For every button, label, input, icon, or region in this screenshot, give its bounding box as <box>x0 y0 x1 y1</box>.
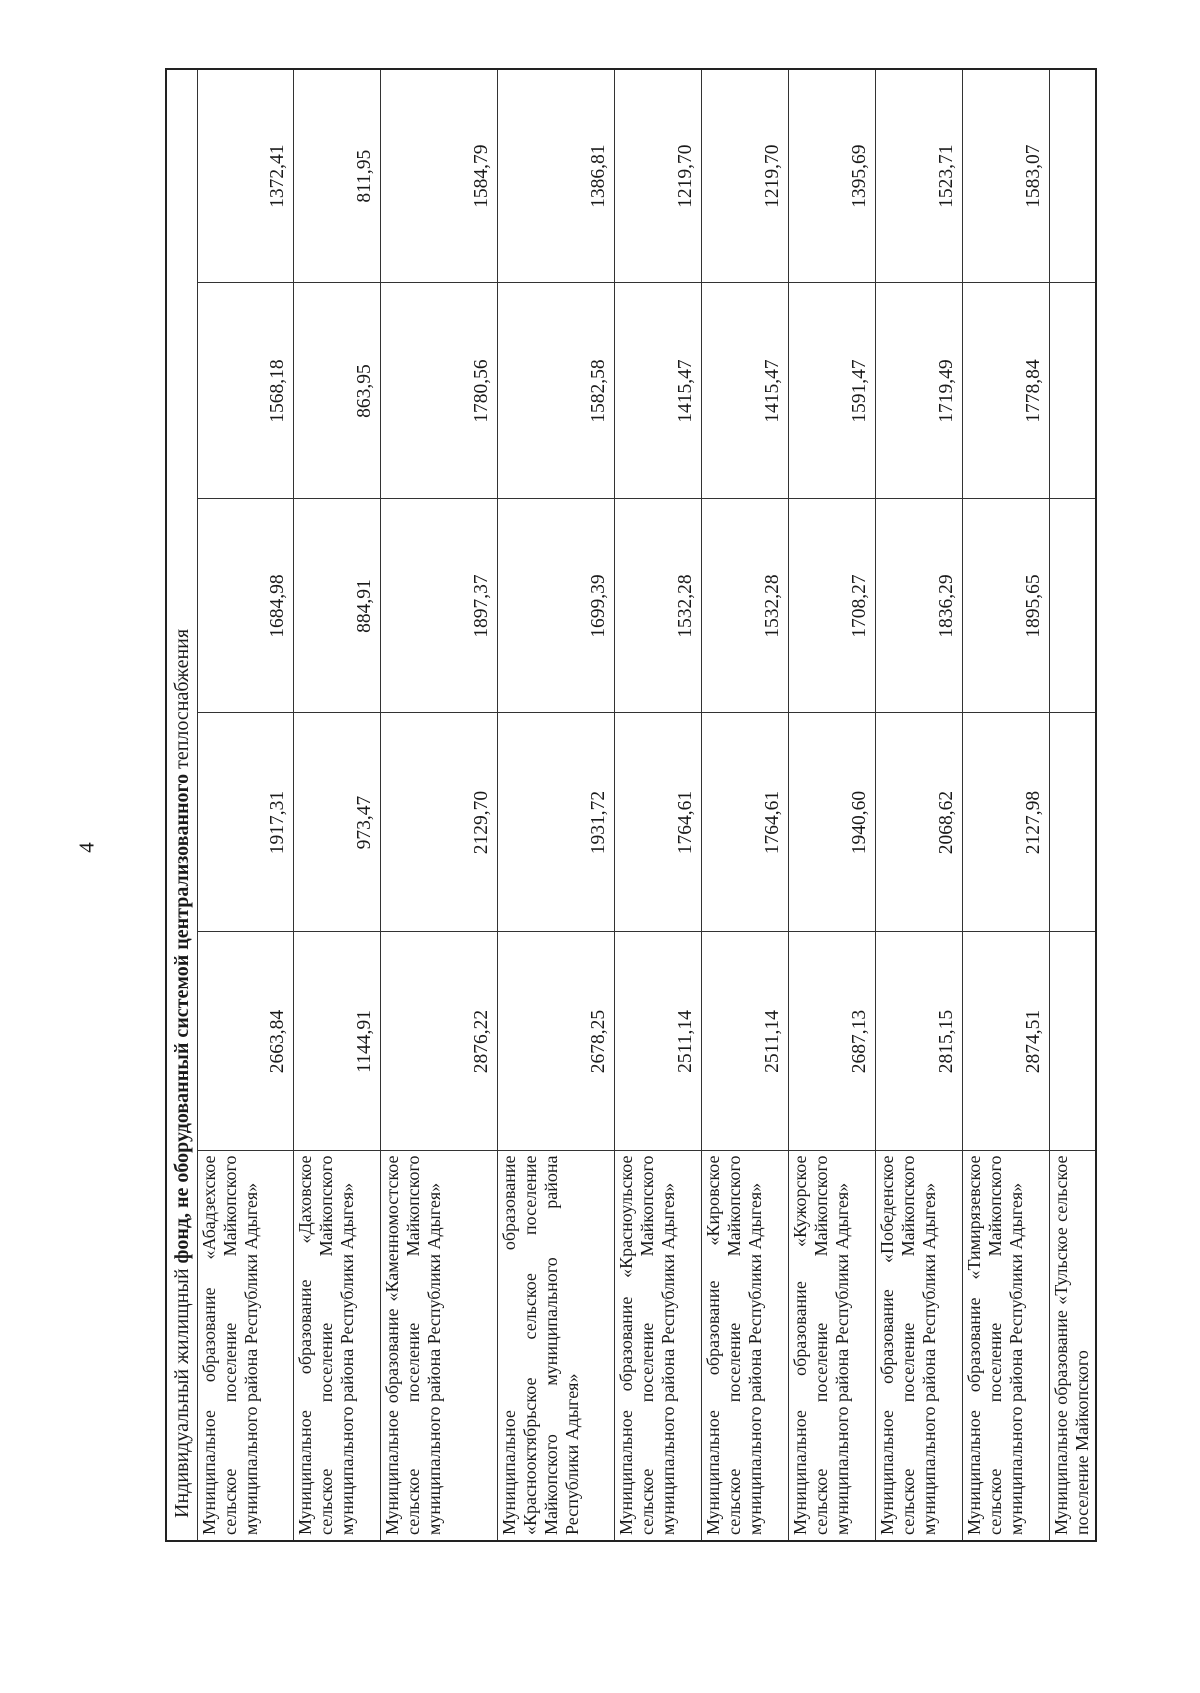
table-row <box>789 69 876 1541</box>
municipality-name-cell: Муниципальное образование «Тимирязевское сельское поселение Майкопского муниципального района Республики Адыгея» <box>963 1151 1050 1541</box>
table-row <box>198 69 294 1541</box>
value-cell: 811,95 <box>294 69 381 283</box>
table-row <box>294 69 381 1541</box>
value-cell: 1764,61 <box>615 713 702 932</box>
value-cell: 884,91 <box>294 499 381 713</box>
table-row <box>702 69 789 1541</box>
municipality-name-cell: Муниципальное образование «Тульское сельское поселение Майкопского <box>1050 1151 1097 1541</box>
value-cell: 2068,62 <box>876 713 963 932</box>
table-row <box>963 69 1050 1541</box>
value-cell: 1591,47 <box>789 283 876 499</box>
value-cell <box>1050 283 1097 499</box>
value-cell: 2663,84 <box>198 932 294 1151</box>
table-title: Индивидуальный жилищный фонд, не оборудованный системой централизованного теплоснабжения <box>166 69 198 1541</box>
value-cell: 1415,47 <box>615 283 702 499</box>
value-cell: 2876,22 <box>381 932 498 1151</box>
value-cell: 1415,47 <box>702 283 789 499</box>
value-cell: 1764,61 <box>702 713 789 932</box>
value-cell: 1719,49 <box>876 283 963 499</box>
value-cell: 863,95 <box>294 283 381 499</box>
value-cell: 1532,28 <box>702 499 789 713</box>
value-cell: 973,47 <box>294 713 381 932</box>
value-cell: 2815,15 <box>876 932 963 1151</box>
value-cell: 1940,60 <box>789 713 876 932</box>
table-row <box>1050 69 1097 1541</box>
table-row <box>615 69 702 1541</box>
value-cell: 2687,13 <box>789 932 876 1151</box>
value-cell: 1568,18 <box>198 283 294 499</box>
value-cell: 1699,39 <box>498 499 615 713</box>
value-cell: 1836,29 <box>876 499 963 713</box>
value-cell: 1897,37 <box>381 499 498 713</box>
value-cell: 2129,70 <box>381 713 498 932</box>
value-cell: 1583,07 <box>963 69 1050 283</box>
value-cell: 2678,25 <box>498 932 615 1151</box>
table-row <box>876 69 963 1541</box>
value-cell: 1708,27 <box>789 499 876 713</box>
value-cell: 1582,58 <box>498 283 615 499</box>
municipality-name-cell: Муниципальное образование «Краснооктябрьское сельское поселение Майкопского муниципального района Республики Адыгея» <box>498 1151 615 1541</box>
value-cell: 1532,28 <box>615 499 702 713</box>
municipality-name-cell: Муниципальное образование «Кужорское сельское поселение Майкопского муниципального района Республики Адыгея» <box>789 1151 876 1541</box>
table-row <box>498 69 615 1541</box>
value-cell <box>1050 932 1097 1151</box>
value-cell: 1144,91 <box>294 932 381 1151</box>
municipality-name-cell: Муниципальное образование «Победенское сельское поселение Майкопского муниципального района Республики Адыгея» <box>876 1151 963 1541</box>
table-title-row <box>166 69 198 1541</box>
value-cell <box>1050 713 1097 932</box>
value-cell: 1917,31 <box>198 713 294 932</box>
table-row <box>381 69 498 1541</box>
value-cell: 1584,79 <box>381 69 498 283</box>
rotated-table-container <box>165 70 1092 1542</box>
value-cell: 2127,98 <box>963 713 1050 932</box>
value-cell <box>1050 499 1097 713</box>
value-cell: 1684,98 <box>198 499 294 713</box>
value-cell: 1523,71 <box>876 69 963 283</box>
value-cell: 2511,14 <box>702 932 789 1151</box>
table-body <box>198 69 1097 1541</box>
value-cell: 1778,84 <box>963 283 1050 499</box>
value-cell: 1219,70 <box>615 69 702 283</box>
value-cell: 1219,70 <box>702 69 789 283</box>
municipality-name-cell: Муниципальное образование «Кировское сельское поселение Майкопского муниципального района Республики Адыгея» <box>702 1151 789 1541</box>
municipality-name-cell: Муниципальное образование «Красноульское сельское поселение Майкопского муниципального района Республики Адыгея» <box>615 1151 702 1541</box>
value-cell: 1780,56 <box>381 283 498 499</box>
value-cell: 1386,81 <box>498 69 615 283</box>
municipality-name-cell: Муниципальное образование «Абадзехское сельское поселение Майкопского муниципального района Республики Адыгея» <box>198 1151 294 1541</box>
value-cell <box>1050 69 1097 283</box>
value-cell: 2511,14 <box>615 932 702 1151</box>
municipality-name-cell: Муниципальное образование «Даховское сельское поселение Майкопского муниципального района Республики Адыгея» <box>294 1151 381 1541</box>
value-cell: 2874,51 <box>963 932 1050 1151</box>
value-cell: 1895,65 <box>963 499 1050 713</box>
value-cell: 1395,69 <box>789 69 876 283</box>
page-number: 4 <box>74 842 99 853</box>
municipality-name-cell: Муниципальное образование «Каменномостское сельское поселение Майкопского муниципального района Республики Адыгея» <box>381 1151 498 1541</box>
value-cell: 1372,41 <box>198 69 294 283</box>
tariff-table <box>165 68 1097 1542</box>
value-cell: 1931,72 <box>498 713 615 932</box>
